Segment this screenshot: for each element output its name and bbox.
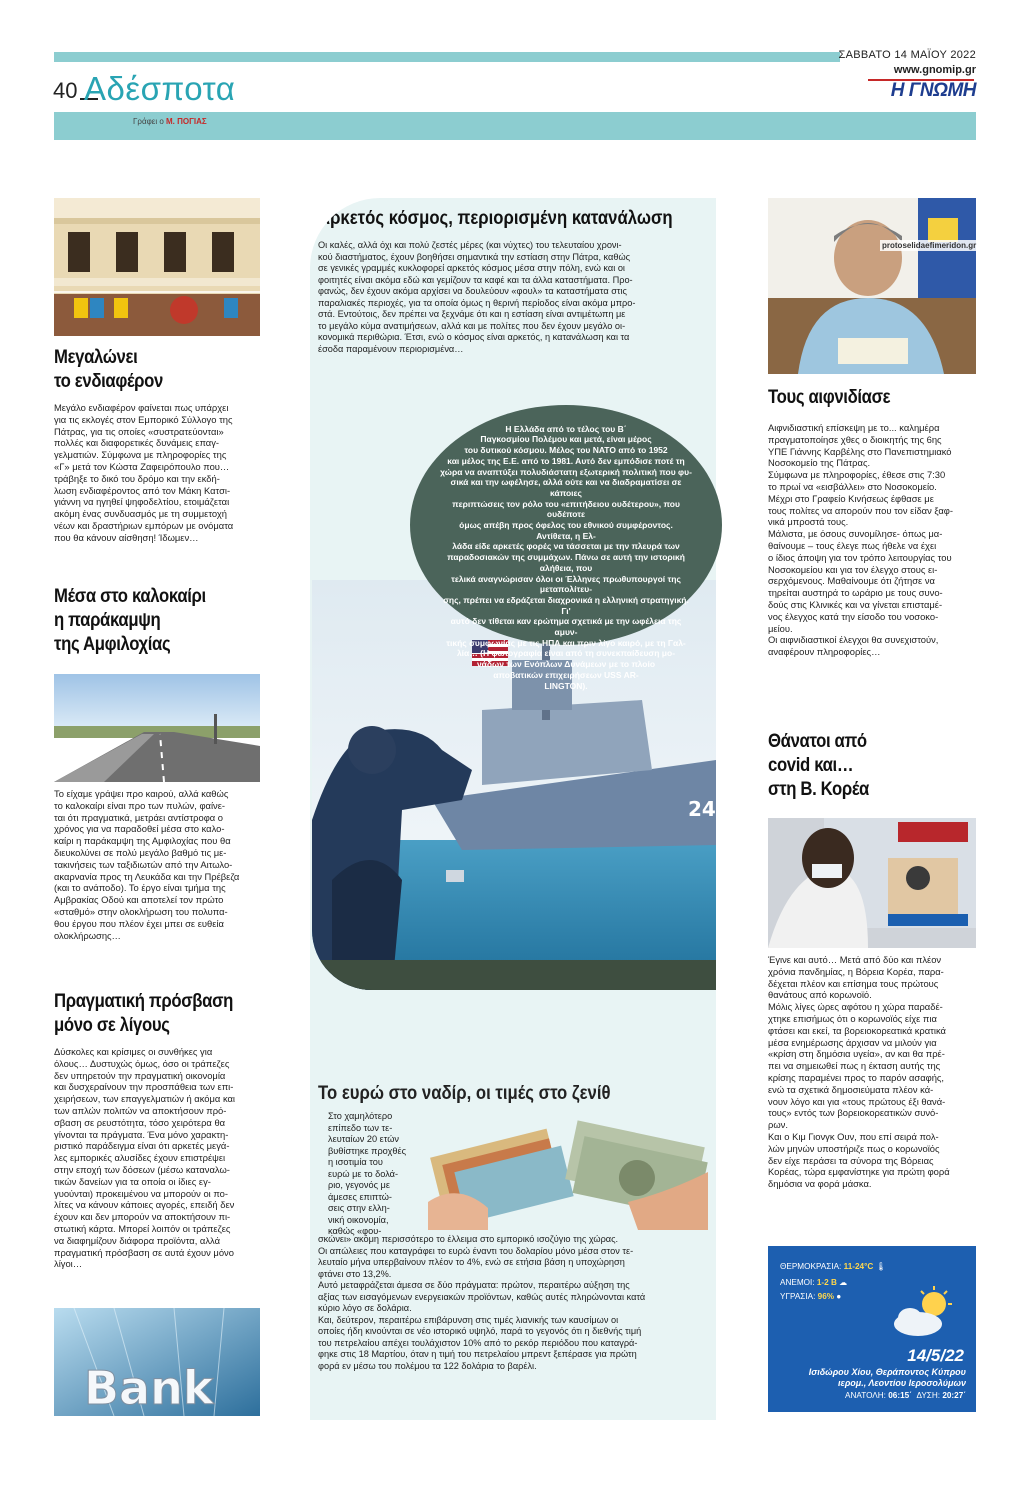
sunrise-label: ΑΝΑΤΟΛΗ: <box>844 1391 886 1400</box>
article-interest-title-1: Μεγαλώνει <box>54 347 138 368</box>
weather-wind <box>780 1277 847 1287</box>
center-title: Αρκετός κόσμος, περιορισμένη κατανάλωση <box>318 208 673 229</box>
drop-icon: ● <box>836 1292 842 1301</box>
byline-author: Μ. ΠΟΓΙΑΣ <box>166 117 207 126</box>
weather-date: 14/5/22 <box>907 1346 964 1365</box>
newspaper-logo: Η ΓΝΩΜΗ <box>890 80 976 101</box>
weather-temp <box>780 1262 886 1272</box>
bank-photo <box>54 1308 260 1416</box>
nato-callout-text: Η Ελλάδα από το τέλος του Β΄ Παγκοσμίου Πολέμου και μετά, είναι μέρος του δυτικού κόσμου. Μέλος του ΝΑΤΟ από το 1952 και μέλος της Ε.Ε. από το 1981. Αυτό δεν εμπόδισε ποτέ τη χώρα να αναπτύξει πολυδιάστατη εξωτερική πολιτική που φυ- σικά και την ωφέλησε, αλλά ούτε και να διαδραματίσει σε κάποιες περιπτώσεις τον ρόλο του «επιτήδειου ουδέτερου», που ουδέποτε όμως απέβη προς όφελος του εθνικού συμφέροντος. Αντίθετα, η Ελ- λάδα είδε αρκετές φορές να τάσσεται με την πλευρά των παραδοσιακών της συμμάχων. Πάνω σε αυτή την ιστορική αλήθεια, που τελικά αναγνώρισαν όλοι οι Έλληνες πρωθυπουργοί της μεταπολίτευ- σης, πρέπει να εδράζεται διαχρονικά η ελληνική στρατηγική. Γι' αυτό δεν τίθεται καν ερώτημα σχετικά με την ωφέλεια της αμυν- τικής συμφωνίας με τις ΗΠΑ και πριν λίγο καιρό, με τη Γαλ- λία… (Η φωτογραφία είναι από τη συνεκπαίδευση μο- νάδων των Ενόπλων Δυνάμεων με το πλοίο αποβατικών επιχειρήσεων USS AR- LINGTON). <box>440 423 692 691</box>
article-bypass-body: Το είχαμε γράψει προ καιρού, αλλά καθώς το καλοκαίρι είναι προ των πυλών, φαίνε- ται ότι πραγματικά, μετράει αντίστροφα ο χρόνος για να παραδοθεί μέσα στο καλο- καίρι η παράκαμψη της Αμφιλοχίας που θα διευκολύνει σε πολύ μεγάλο βαθμό τις με- τακινήσεις των ταξιδιωτών από την Αιτωλο- ακαρνανία προς τη Λευκάδα και την Πρέβεζα (και το ανάποδο). Το έργο είναι τμήμα της Αμβρακίας Οδού και αποτελεί τον πρώτο «σταθμό» στην ολοκλήρωση του πολυπα- θου έργου που πλέον έχει μπει σε ευθεία ολοκλήρωσης… <box>54 788 240 941</box>
humidity-label: ΥΓΡΑΣΙΑ: <box>780 1292 816 1301</box>
sun-times <box>845 1391 966 1400</box>
source-watermark: protoselidaefimeridon.gr <box>882 241 977 250</box>
byline-prefix: Γράφει ο <box>133 117 167 126</box>
euro-title: Το ευρώ στο ναδίρ, οι τιμές στο ζενίθ <box>318 1083 611 1104</box>
article-interest-title-2: το ενδιαφέρον <box>54 371 163 392</box>
article-access <box>54 990 260 1270</box>
wind-value: 1-2 B <box>816 1278 837 1287</box>
svg-text:24: 24 <box>688 797 716 821</box>
temp-value: 11-24°C <box>843 1262 874 1271</box>
article-access-title-2: μόνο σε λίγους <box>54 1015 170 1036</box>
highway-photo <box>54 674 260 782</box>
building-photo <box>54 198 260 336</box>
article-korea-title-3: στη Β. Κορέα <box>768 779 869 800</box>
sunset-value: 20:27΄ <box>942 1391 966 1400</box>
euro-body: σκώνει» ακόμη περισσότερο το έλλειμα στο εμπορικό ισοζύγιο της χώρας. Οι απώλειες που καταγράφει το ευρώ έναντι του δολαρίου μόνο μέσα στον τε- λευταίο μήνα υπερβαίνουν πλέον το 4%, ενώ σε ετήσια βάση η υποχώρηση φτάνει στο 13,2%. Αυτό μεταφράζεται άμεσα σε δύο πράγματα: πρώτον, περαιτέρω αύξηση της αξίας των εισαγόμενων ενεργειακών προϊόντων, καθώς αυτές πληρώνονται κατά κύριο λόγο σε δολάρια. Και, δεύτερον, περαιτέρω επιβάρυνση στις τιμές λιανικής των καυσίμων οι οποίες ήδη κινούνται σε νέο ιστορικό υψηλό, παρά το γεγονός ότι η διεθνής τιμή του πετρελαίου απέχει τουλάχιστον 10% από το ρεκόρ περιόδου που καταγρά- φηκε στις 18 Μαρτίου, όταν η τιμή του πετρελαίου μπρεντ ξεπέρασε για πρώτη φορά εν μέσω του πολέμου τα 122 δολάρια το βαρέλι. <box>318 1234 646 1371</box>
article-bypass-title-1: Μέσα στο καλοκαίρι <box>54 586 206 607</box>
official-photo <box>768 198 976 374</box>
sunset-label: ΔΥΣΗ: <box>916 1391 941 1400</box>
korea-tv-photo <box>768 818 976 948</box>
issue-date: ΣΑΒΒΑΤΟ 14 ΜΑΪΟΥ 2022 <box>838 49 976 61</box>
article-korea-text <box>768 954 976 1190</box>
sunrise-value: 06:15΄ <box>888 1391 912 1400</box>
article-surprise-title: Τους αιφνιδίασε <box>768 387 891 408</box>
temp-label: ΘΕΡΜΟΚΡΑΣΙΑ: <box>780 1262 842 1271</box>
article-access-title-1: Πραγματική πρόσβαση <box>54 991 234 1012</box>
article-bypass-title-3: της Αμφιλοχίας <box>54 634 171 655</box>
website-url[interactable]: www.gnomip.gr <box>893 64 976 76</box>
money-photo <box>428 1112 708 1230</box>
weather-humidity <box>780 1292 841 1301</box>
article-interest-body: Μεγάλο ενδιαφέρον φαίνεται πως υπάρχει για τις εκλογές στον Εμπορικό Σύλλογο της Πάτρας, για τις οποίες «συστρατεύονται» πολλές και διαφορετικές δυνάμεις επαγ- γελματιών. Σύμφωνα με πληροφορίες της «Γ» μετά τον Κώστα Ζαφειρόπουλο που… τράβηξε το δικό του δρόμο και την εκδή- λωση ενδιαφέροντος από τον Μάκη Κατσι- γιάννη να ηγηθεί ψηφοδελτίου, ετοιμάζεται ακόμη ένας συνδυασμός με τη συμμετοχή νέων και δραστήριων εμπόρων με ονόματα που θα κάνουν αίσθηση! Ίδωμεν… <box>54 402 234 543</box>
name-days: Ισιδώρου Χίου, Θεράποντος Κύπρου ιερομ., Λεοντίου Ιεροσολύμων <box>808 1367 966 1388</box>
article-bypass <box>54 585 260 657</box>
humidity-value: 96% <box>817 1292 835 1301</box>
section-title: Αδέσποτα <box>84 70 236 107</box>
article-bypass-title-2: η παράκαμψη <box>54 610 161 631</box>
article-korea <box>768 730 976 802</box>
article-interest <box>54 346 260 544</box>
byline <box>133 117 207 126</box>
page-number: 40 <box>53 78 78 103</box>
partly-cloudy-icon <box>890 1284 960 1340</box>
article-korea-title-2: covid και… <box>768 755 854 776</box>
header-bar <box>54 52 840 62</box>
thermometer-icon: 🌡 <box>875 1262 886 1271</box>
nato-callout <box>410 405 722 691</box>
wind-icon: ☁ <box>839 1278 848 1287</box>
euro-intro: Στο χαμηλότερο επίπεδο των τε- λευταίων 20 ετών βυθίστηκε προχθές η ισοτιμία του ευρώ με το δολά- ριο, γεγονός με άμεσες επιπτώ- σεις στην ελλη- νική οικονομία, καθώς «φου- <box>328 1111 406 1236</box>
article-surprise <box>768 386 976 658</box>
weather-box <box>768 1246 976 1412</box>
article-korea-body: Έγινε και αυτό… Μετά από δύο και πλέον χρόνια πανδημίας, η Βόρεια Κορέα, παρα- δέχεται πλέον και επίσημα τους πρώτους θανάτους από κορωνοϊό. Μόλις λίγες ώρες αφότου η χώρα παραδέ- χτηκε επισήμως ότι ο κορωνοϊός είχε πια φτάσει και εκεί, τα βορειοκορεατικά κρατικά μέσα ενημέρωσης άρχισαν να μιλούν για «κρίση στη δημόσια υγεία», αν και θα πρέ- πει να σημειωθεί πως η έκταση αυτής της κρίσης παραμένει προς το παρόν ασαφής, ενώ τα σχετικά δημοσιεύματα πλέον κά- νουν λόγο και για «τους πρώτους έξι θανά- τους» εντός των βορειοκορεατικών συνό- ρων. Και ο Κιμ Γιονγκ Ουν, που επί σειρά πολ- λών μηνών υποστήριζε πως ο κορωνοϊός δεν είχε περάσει τα σύνορα της Βόρειας Κορέας, τώρα εμφανίστηκε για πρώτη φορά δημόσια να φορά μάσκα. <box>768 954 950 1190</box>
article-bypass-text <box>54 788 260 941</box>
center-body: Οι καλές, αλλά όχι και πολύ ζεστές μέρες (και νύχτες) του τελευταίου χρονι- κού διαστήματος, έχουν βοηθήσει σημαντικά την εστίαση στην Πάτρα, καθώς σε γενικές γραμμές κυκλοφορεί αρκετός κόσμος μέσα στην πόλη, ενώ και οι φοιτητές είναι ακόμα εδώ και γεμίζουν τα καφέ και τα άλλα καταστήματα. Προ- φανώς, δεν έχουν ακόμα αρχίσει να δουλεύουν «φουλ» τα καταστήματα στις παραλιακές περιοχές, για τα οποία όμως η θερινή περίοδος είναι ακόμα μπρο- στά. Εντούτοις, δεν πρέπει να ξεχνάμε ότι και η εστίαση είναι αντιμέτωπη με το μεγάλο κύμα ανατιμήσεων, αλλά και με πολίτες που δεν έχουν μεγάλο οι- κονομικά περιθώρια. Έτσι, ενώ ο κόσμος είναι αρκετός, η κατανάλωση και τα έσοδα παραμένουν περιορισμένα… <box>318 240 636 354</box>
article-surprise-body: Αιφνιδιαστική επίσκεψη με το... καλημέρα πραγματοποίησε χθες ο διοικητής της 6ης ΥΠΕ Γιάννης Καρβέλης στο Πανεπιστημιακό Νοσοκομείο της Πάτρας. Σύμφωνα με πληροφορίες, έθεσε στις 7:30 το πρωί να «εισβάλλει» στο Νοσοκομείο. Μέχρι στο Γραφείο Κινήσεως έφθασε με τους πολίτες να απορούν που τον είδαν ξαφ- νικά μπροστά τους. Μάλιστα, με όσους συνομίλησε- όπως μα- θαίνουμε – τους έλεγε πως ήθελε να έχει ο ίδιος άποψη για τον τρόπο λειτουργίας του Νοσοκομείου και για τον έλεγχο στους ει- σερχόμενους. Μαθαίνουμε ότι ζήτησε να τηρείται αυστηρά το ωράριο με τους συνο- δούς στις Κλινικές και να γίνεται επισταμέ- νος έλεγχος κατά την είσοδο του νοσοκο- μείου. Οι αιφνιδιαστικοί έλεγχοι θα συνεχιστούν, αναφέρουν πληροφορίες… <box>768 422 953 658</box>
bank-sign-text: Bank <box>84 1361 214 1415</box>
article-korea-title-1: Θάνατοι από <box>768 731 867 752</box>
article-access-body: Δύσκολες και κρίσιμες οι συνθήκες για όλους… Δυστυχώς όμως, όσο οι τράπεζες δεν υπηρετούν την πραγματική οικονομία και δυσχεραίνουν την προσπάθεια των επι- χειρήσεων, των επαγγελματιών ή ακόμα και των απλών πολιτών να αποκτήσουν πρό- σβαση σε ρευστότητα, τόσο χειρότερα θα γίνονται τα πράγματα. Ένα μόνο χαρακτη- ριστικό παράδειγμα είναι ότι αρκετές μεγά- λες εμπορικές αλυσίδες έχουν επιστρέψει στην εποχή των δόσεων (μέσω καταναλω- τικών δανείων για τα οποία οι ίδιες εγ- γυούνται) προκειμένου να μπορούν οι πο- λίτες να κάνουν κάποιες αγορές, επειδή δεν έχουν και δεν μπορούν να αποκτήσουν πι- στωτική κάρτα. Μπορεί λοιπόν οι τράπεζες να διαφημίζουν διάφορα προϊόντα, αλλά πραγματική πρόσβαση σε αυτά έχουν μόνο λίγοι… <box>54 1046 236 1270</box>
wind-label: ΑΝΕΜΟΙ: <box>780 1278 815 1287</box>
